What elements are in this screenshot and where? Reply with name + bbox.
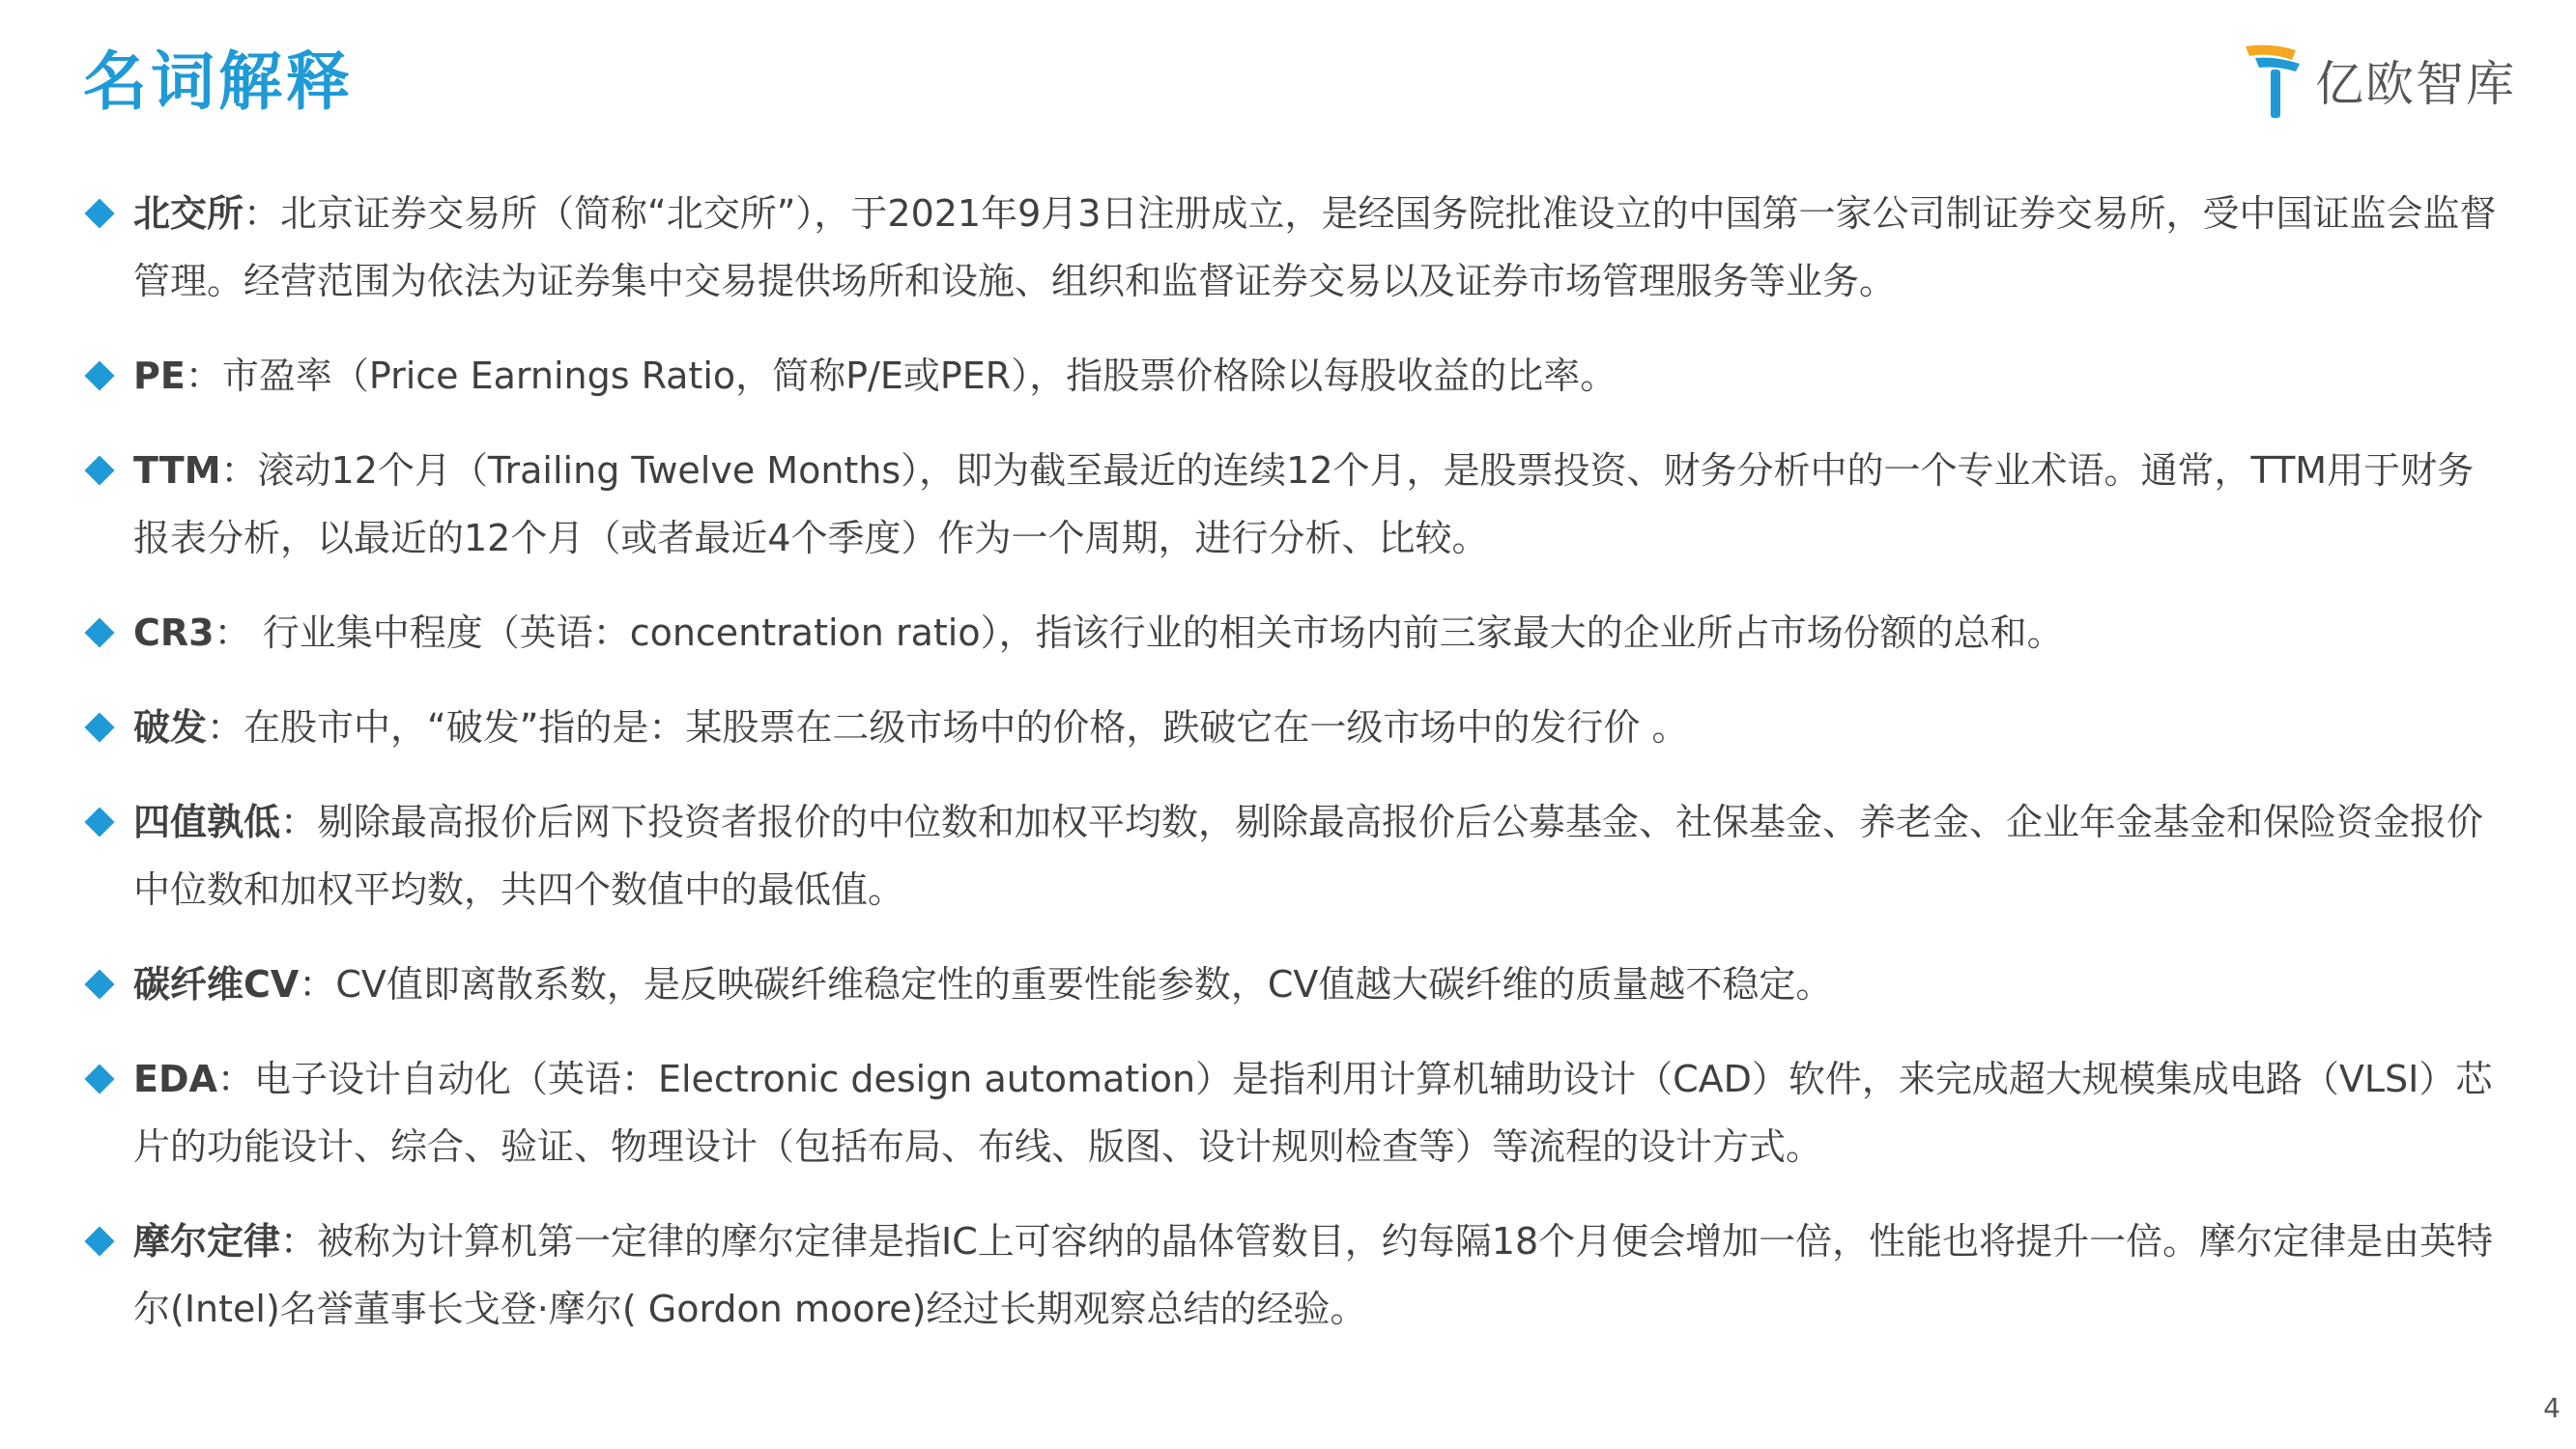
glossary-definition: 电子设计自动化（英语：Electronic design automation）是指利用计算机辅助设计（CAD）软件，来完成超大规模集成电路（VLSI）芯片的功能设计、综合、验证、物理设计（包括布局、布线、版图、设计规则检查等）等流程的设计方式。	[133, 1058, 2493, 1168]
glossary-item	[83, 599, 2499, 667]
glossary-item	[83, 788, 2499, 923]
glossary-definition: 剔除最高报价后网下投资者报价的中位数和加权平均数，剔除最高报价后公募基金、社保基金、养老金、企业年金基金和保险资金报价中位数和加权平均数，共四个数值中的最低值。	[133, 801, 2484, 911]
term-separator: ：	[299, 963, 336, 1006]
term-separator: ：	[243, 192, 281, 235]
glossary-term: 破发	[133, 706, 208, 749]
diamond-bullet-icon	[84, 198, 114, 228]
glossary-item	[83, 951, 2499, 1018]
logo-text: 亿欧智库	[2315, 56, 2516, 112]
glossary-item	[83, 180, 2499, 315]
diamond-bullet-icon	[84, 455, 114, 485]
glossary-term: 北交所	[133, 192, 244, 235]
glossary-list	[83, 180, 2499, 1370]
glossary-item	[83, 1045, 2499, 1180]
diamond-bullet-icon	[84, 617, 114, 647]
glossary-definition: 在股市中，“破发”指的是：某股票在二级市场中的价格，跌破它在一级市场中的发行价 。	[243, 706, 1689, 749]
glossary-term: CR3	[133, 611, 215, 654]
glossary-definition: 市盈率（Price Earnings Ratio，简称P/E或PER），指股票价格除以每股收益的比率。	[221, 355, 1617, 397]
diamond-bullet-icon	[84, 360, 114, 390]
glossary-item	[83, 1208, 2499, 1343]
glossary-term: 四值孰低	[133, 801, 281, 843]
glossary-term: PE	[133, 355, 186, 397]
term-separator: ：	[280, 1220, 318, 1263]
page-title: 名词解释	[83, 44, 354, 119]
term-separator: ：	[214, 611, 263, 654]
page-number: 4	[2543, 1392, 2561, 1424]
glossary-definition: 滚动12个月（Trailing Twelve Months），即为截至最近的连续12个月，是股票投资、财务分析中的一个专业术语。通常，TTM用于财务报表分析，以最近的12个月（或者最近4个季度）作为一个周期，进行分析、比较。	[133, 449, 2475, 559]
term-separator: ：	[220, 449, 258, 492]
diamond-bullet-icon	[84, 1226, 114, 1256]
glossary-definition: 北京证券交易所（简称“北交所”），于2021年9月3日注册成立，是经国务院批准设立的中国第一家公司制证券交易所，受中国证监会监督管理。经营范围为依法为证券集中交易提供场所和设施、组织和监督证券交易以及证券市场管理服务等业务。	[133, 192, 2497, 302]
glossary-definition: 行业集中程度（英语：concentration ratio），指该行业的相关市场内前三家最大的企业所占市场份额的总和。	[262, 611, 2064, 654]
glossary-term: 摩尔定律	[133, 1220, 281, 1263]
brand-logo	[2242, 37, 2532, 124]
yiou-logo-icon	[2242, 41, 2309, 120]
diamond-bullet-icon	[84, 969, 114, 999]
glossary-item	[83, 694, 2499, 761]
glossary-definition: CV值即离散系数，是反映碳纤维稳定性的重要性能参数，CV值越大碳纤维的质量越不稳定。	[335, 963, 1833, 1006]
glossary-term: TTM	[133, 449, 221, 492]
term-separator: ：	[185, 355, 222, 397]
term-separator: ：	[207, 706, 244, 749]
diamond-bullet-icon	[84, 807, 114, 837]
glossary-term: EDA	[133, 1058, 217, 1100]
glossary-term: 碳纤维CV	[133, 963, 300, 1006]
diamond-bullet-icon	[84, 1064, 114, 1094]
term-separator: ：	[280, 801, 318, 843]
glossary-item	[83, 342, 2499, 410]
glossary-definition: 被称为计算机第一定律的摩尔定律是指IC上可容纳的晶体管数目，约每隔18个月便会增加一倍，性能也将提升一倍。摩尔定律是由英特尔(Intel)名誉董事长戈登·摩尔( Gordon moore)经过长期观察总结的经验。	[133, 1220, 2494, 1330]
diamond-bullet-icon	[84, 712, 114, 742]
term-separator: ：	[216, 1058, 254, 1100]
glossary-item	[83, 437, 2499, 572]
